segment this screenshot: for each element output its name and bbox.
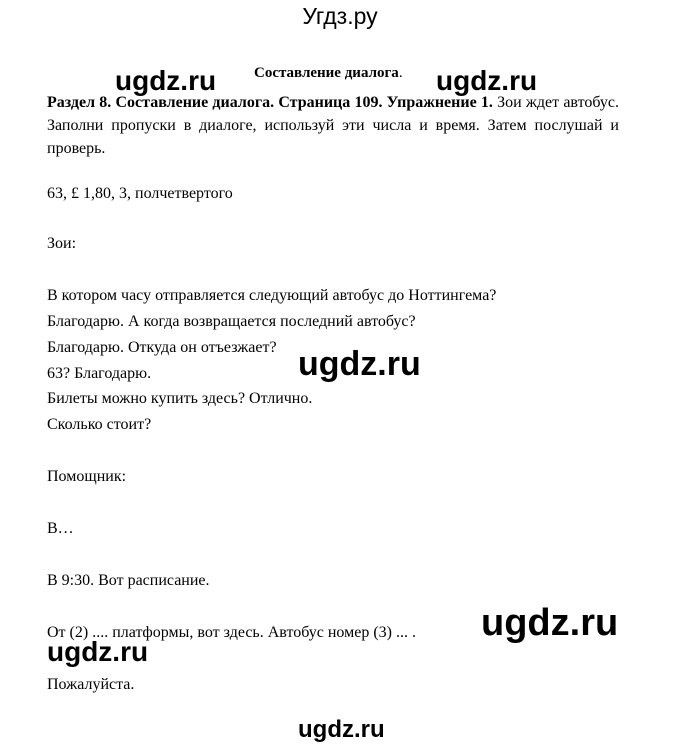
speaker-label-assistant: Помощник: <box>47 468 127 485</box>
speaker-label-zoe: Зои: <box>47 235 77 252</box>
watermark: ugdz.ru <box>298 345 421 383</box>
assistant-line: В… <box>47 520 74 537</box>
zoe-line: Сколько стоит? <box>47 416 152 433</box>
watermark: ugdz.ru <box>115 65 217 96</box>
watermark: ugdz.ru <box>298 716 385 743</box>
exercise-instructions: Зои ждет автобус. Заполни пропуски в диалоге, используй эти числа и время. Затем послушай и проверь. <box>47 94 619 157</box>
site-header: Угдз.ру <box>302 3 378 29</box>
document-title-text: Составление диалога <box>254 65 399 81</box>
watermark: ugdz.ru <box>481 602 619 644</box>
document-title <box>254 64 403 82</box>
exercise-heading: Раздел 8. Составление диалога. Страница 109. Упражнение 1. <box>47 94 493 111</box>
zoe-line: Благодарю. Откуда он отъезжает? <box>47 339 277 356</box>
watermark: ugdz.ru <box>47 636 149 667</box>
watermark: ugdz.ru <box>436 65 538 96</box>
numbers-line: 63, £ 1,80, 3, полчетвертого <box>47 185 233 202</box>
zoe-line: В котором часу отправляется следующий автобус до Ноттингема? <box>47 287 497 304</box>
exercise-intro <box>47 91 619 160</box>
assistant-line: От (2) .... платформы, вот здесь. Автобус номер (3) ... . <box>47 624 416 641</box>
zoe-line: 63? Благодарю. <box>47 365 152 382</box>
assistant-line: Пожалуйста. <box>47 676 135 693</box>
zoe-line: Билеты можно купить здесь? Отлично. <box>47 390 313 407</box>
assistant-line: В 9:30. Вот расписание. <box>47 572 210 589</box>
zoe-line: Благодарю. А когда возвращается последний автобус? <box>47 313 416 330</box>
document-title-dot: . <box>398 65 403 81</box>
